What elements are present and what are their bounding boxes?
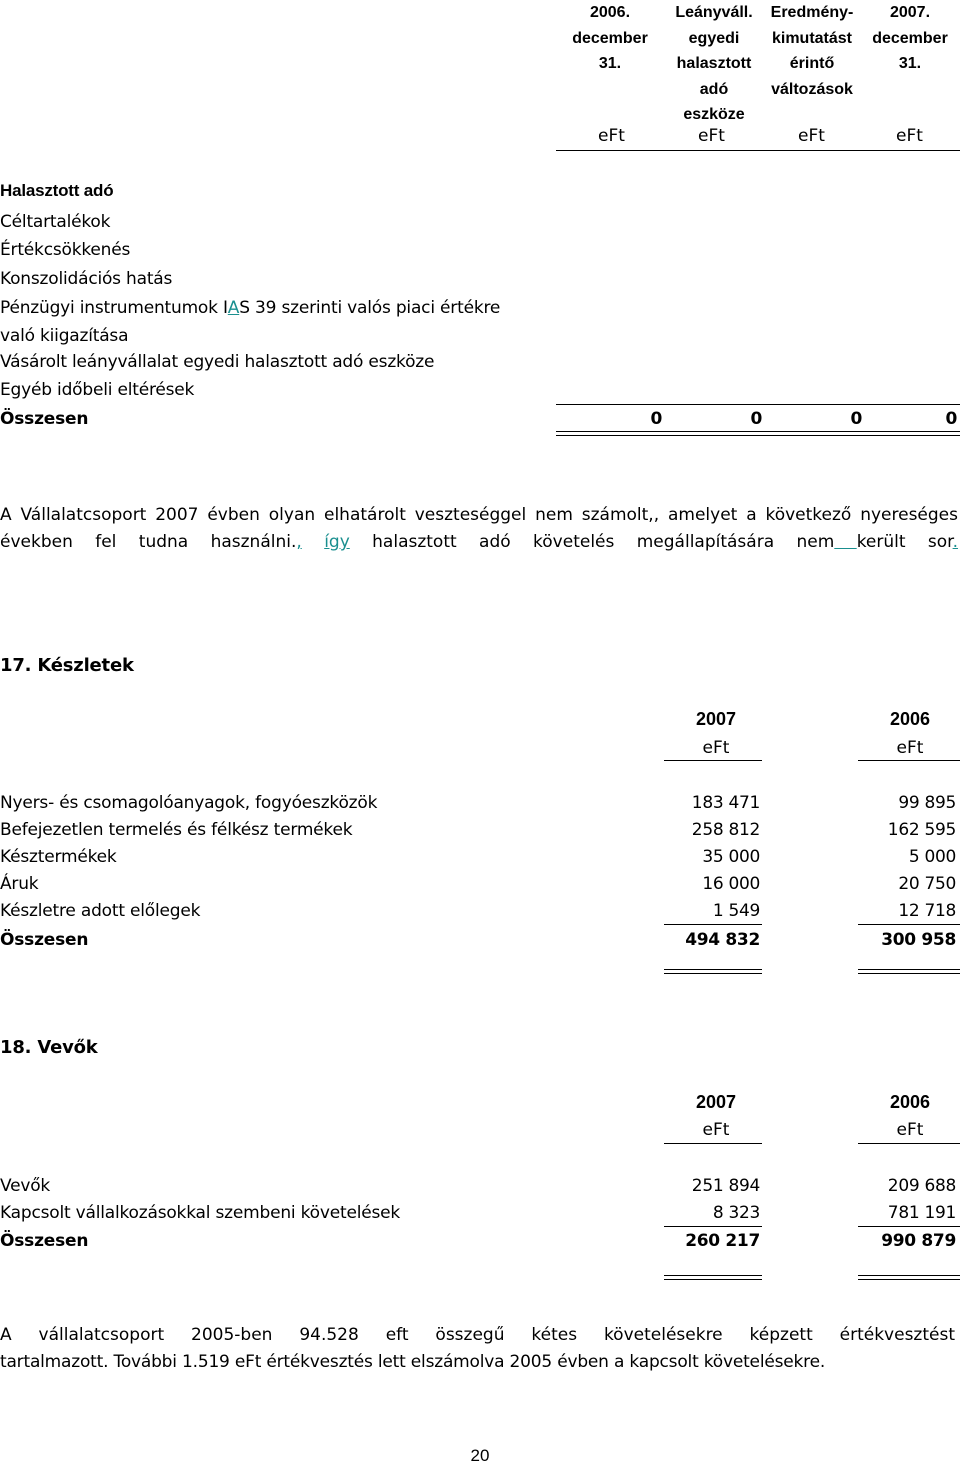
col-header-2007-dec-31: 2007. december 31. — [872, 4, 948, 72]
total-double-rule — [664, 973, 762, 974]
unit-label: eFt — [798, 126, 825, 146]
section-title: Halasztott adó — [0, 181, 114, 200]
value-2006: 209 688 — [887, 1176, 956, 1196]
header-rule — [858, 1143, 960, 1144]
note-line: A vállalatcsoport 2005-ben 94.528 eft összegű kétes követelésekre képzett értékvesztést — [0, 1325, 955, 1345]
total-top-rule — [858, 924, 960, 925]
total-label: Összesen — [0, 930, 89, 950]
unit-label: eFt — [896, 1120, 924, 1140]
value-2007: 258 812 — [691, 820, 760, 840]
receivables-note — [0, 1322, 955, 1376]
table-row: Vásárolt leányvállalat egyedi halasztott adó eszköze — [0, 352, 435, 372]
col-header-income-statement-changes: Eredmény- kimutatást érintő változások — [770, 4, 854, 98]
table-row: való kiigazítása — [0, 326, 129, 346]
year-header: 2006 — [889, 709, 931, 729]
value-2007: 251 894 — [691, 1176, 760, 1196]
total-double-rule — [858, 1275, 960, 1276]
total-value: 0 — [650, 409, 662, 429]
total-double-rule — [664, 969, 762, 970]
table-row: Konszolidációs hatás — [0, 269, 173, 289]
unit-label: eFt — [598, 126, 625, 146]
col-header-2006-dec-31: 2006. december 31. — [572, 4, 648, 72]
value-2007: 16 000 — [702, 874, 760, 894]
total-double-rule — [858, 969, 960, 970]
total-double-rule — [858, 1279, 960, 1280]
total-label: Összesen — [0, 409, 89, 429]
tracked-change-link[interactable]: A — [227, 298, 240, 318]
note-paragraph: A Vállalatcsoport 2007 évben olyan elhatárolt veszteséggel nem számolt,, amelyet a következő nyereséges években fel tudna használni., így halasztott adó követelés megállapítására nem került sor. — [0, 505, 959, 552]
total-value: 0 — [750, 409, 762, 429]
col-header-subsidiary-deferred-tax: Leányváll. egyedi halasztott adó eszköze — [675, 4, 753, 123]
value-2006: 20 750 — [898, 874, 956, 894]
year-header: 2007 — [695, 709, 737, 729]
total-label: Összesen — [0, 1231, 89, 1251]
total-double-rule — [664, 1275, 762, 1276]
value-2007: 1 549 — [712, 901, 760, 921]
page-number: 20 — [470, 1446, 490, 1465]
note-line: tartalmazott. További 1.519 eFt értékvesztés lett elszámolva 2005 évben a kapcsolt követelésekre. — [0, 1352, 826, 1372]
total-2007: 494 832 — [685, 930, 760, 950]
value-2006: 12 718 — [898, 901, 956, 921]
table-row: Készletre adott előlegek — [0, 901, 201, 921]
unit-label: eFt — [702, 738, 730, 758]
table-row: Nyers- és csomagolóanyagok, fogyóeszközök — [0, 793, 378, 813]
year-header: 2006 — [889, 1092, 931, 1112]
total-2006: 990 879 — [881, 1231, 956, 1251]
header-rule — [664, 1143, 762, 1144]
total-top-rule — [664, 1226, 762, 1227]
year-header: 2007 — [695, 1092, 737, 1112]
table-row: Befejezetlen termelés és félkész termékek — [0, 820, 353, 840]
unit-label: eFt — [896, 738, 924, 758]
value-2007: 35 000 — [702, 847, 760, 867]
total-double-rule — [858, 973, 960, 974]
total-2007: 260 217 — [685, 1231, 760, 1251]
table-row: Kapcsolt vállalkozásokkal szembeni követelések — [0, 1203, 401, 1223]
total-top-rule — [858, 1226, 960, 1227]
table-row: Értékcsökkenés — [0, 240, 131, 260]
total-double-rule — [556, 431, 960, 432]
value-2007: 8 323 — [712, 1203, 760, 1223]
value-2006: 781 191 — [887, 1203, 956, 1223]
value-2006: 99 895 — [898, 793, 956, 813]
section-heading: 18. Vevők — [0, 1037, 98, 1058]
total-value: 0 — [850, 409, 862, 429]
table-row: Késztermékek — [0, 847, 117, 867]
unit-label: eFt — [698, 126, 725, 146]
section-heading: 17. Készletek — [0, 655, 134, 676]
table-row: Céltartalékok — [0, 212, 111, 232]
value-2006: 5 000 — [908, 847, 956, 867]
table-row: Vevők — [0, 1176, 51, 1196]
total-double-rule — [664, 1279, 762, 1280]
header-rule — [556, 150, 960, 151]
unit-label: eFt — [702, 1120, 730, 1140]
unit-label: eFt — [896, 126, 923, 146]
total-top-rule — [556, 404, 960, 405]
value-2006: 162 595 — [887, 820, 956, 840]
header-rule — [858, 760, 960, 761]
total-double-rule — [556, 435, 960, 436]
header-rule — [664, 760, 762, 761]
total-2006: 300 958 — [881, 930, 956, 950]
table-row: Áruk — [0, 874, 39, 894]
total-value: 0 — [945, 409, 957, 429]
total-top-rule — [664, 924, 762, 925]
value-2007: 183 471 — [691, 793, 760, 813]
table-row: Egyéb időbeli eltérések — [0, 380, 195, 400]
table-row: Pénzügyi instrumentumok IAS 39 szerinti valós piaci értékre — [0, 298, 501, 318]
